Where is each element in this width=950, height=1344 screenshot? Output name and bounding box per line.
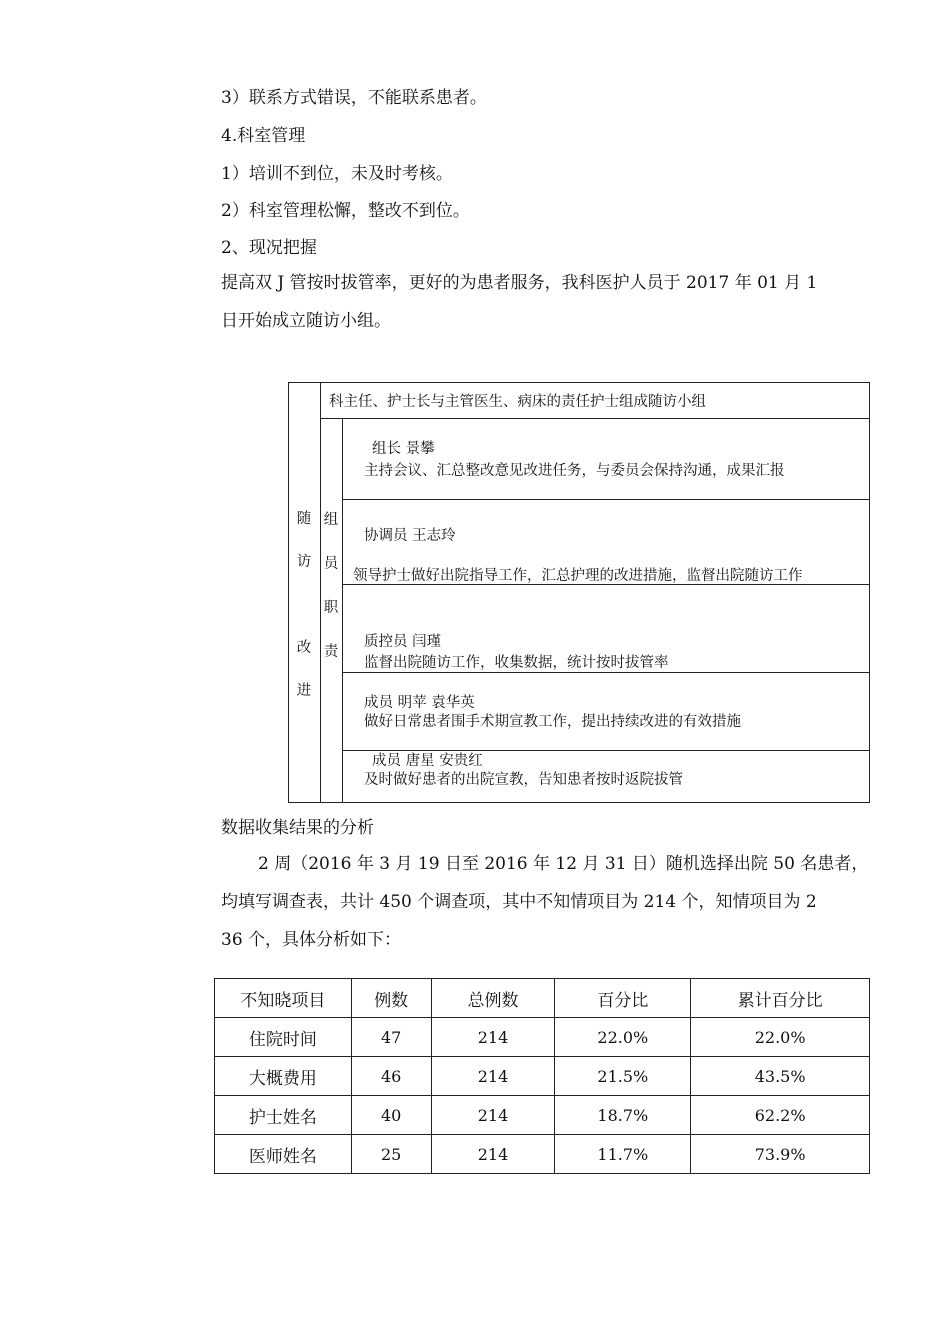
chart-divider — [320, 382, 321, 803]
label-char: 员 — [323, 556, 339, 572]
label-char: 随 — [296, 511, 312, 527]
chart-divider — [320, 418, 870, 419]
label-char: 进 — [296, 683, 312, 699]
label-char: 改 — [296, 640, 312, 656]
table-header-cell: 百分比 — [555, 979, 691, 1018]
table-header-cell: 总例数 — [431, 979, 555, 1018]
label-char: 组 — [323, 512, 339, 528]
table-cell: 11.7% — [555, 1135, 691, 1174]
table-row — [215, 1057, 870, 1096]
intro-paragraph — [221, 264, 871, 340]
table-cell: 214 — [431, 1018, 555, 1057]
list-item-management: 2）科室管理松懈，整改不到位。 — [221, 201, 470, 221]
role-title-member-1: 成员 明苹 袁华英 — [364, 695, 475, 711]
unknown-items-table — [214, 978, 870, 1174]
table-row — [215, 1018, 870, 1057]
duty-vertical-label — [322, 498, 340, 674]
table-cell: 214 — [431, 1135, 555, 1174]
table-row — [215, 1096, 870, 1135]
role-duty-coordinator: 领导护士做好出院指导工作，汇总护理的改进措施，监督出院随访工作 — [353, 568, 803, 584]
table-cell: 214 — [431, 1096, 555, 1135]
analysis-paragraph-line: 均填写调查表，共计 450 个调查项，其中不知情项目为 214 个，知情项目为 2 — [221, 892, 817, 912]
table-cell: 22.0% — [691, 1018, 870, 1057]
table-cell: 214 — [431, 1057, 555, 1096]
table-cell: 46 — [351, 1057, 431, 1096]
role-title-coordinator: 协调员 王志玲 — [364, 528, 456, 544]
label-char: 职 — [323, 600, 339, 616]
role-duty-quality: 监督出院随访工作，收集数据，统计按时拔管率 — [364, 655, 669, 671]
follow-up-team-chart — [288, 382, 870, 803]
table-cell: 大概费用 — [215, 1057, 352, 1096]
section-heading-dept-management: 4.科室管理 — [221, 126, 306, 146]
table-header-cell: 不知晓项目 — [215, 979, 352, 1018]
list-item-contact-error: 3）联系方式错误，不能联系患者。 — [221, 88, 487, 108]
section-heading-current-status: 2、现况把握 — [221, 238, 317, 258]
chart-divider — [342, 499, 870, 500]
table-cell: 43.5% — [691, 1057, 870, 1096]
team-composition-header: 科主任、护士长与主管医生、病床的责任护士组成随访小组 — [329, 394, 706, 410]
chart-divider — [342, 672, 870, 673]
intro-paragraph-line: 日开始成立随访小组。 — [221, 311, 391, 331]
table-cell: 住院时间 — [215, 1018, 352, 1057]
role-duty-leader: 主持会议、汇总整改意见改进任务，与委员会保持沟通，成果汇报 — [364, 463, 785, 479]
list-item-training: 1）培训不到位，未及时考核。 — [221, 164, 453, 184]
table-header-cell: 累计百分比 — [691, 979, 870, 1018]
table-cell: 62.2% — [691, 1096, 870, 1135]
analysis-paragraph-line: 2 周（2016 年 3 月 19 日至 2016 年 12 月 31 日）随机选择出院 50 名患者， — [258, 854, 869, 874]
label-char: 责 — [323, 644, 339, 660]
chart-divider — [342, 418, 343, 803]
table-cell: 47 — [351, 1018, 431, 1057]
table-cell: 40 — [351, 1096, 431, 1135]
table-header-row — [215, 979, 870, 1018]
table-row — [215, 1135, 870, 1174]
chart-divider — [342, 750, 870, 751]
label-char: 访 — [296, 554, 312, 570]
table-cell: 25 — [351, 1135, 431, 1174]
intro-paragraph-line: 提高双 J 管按时拔管率，更好的为患者服务，我科医护人员于 2017 年 01 月 1 — [221, 273, 818, 293]
role-title-leader: 组长 景攀 — [372, 441, 435, 457]
analysis-heading: 数据收集结果的分析 — [221, 818, 374, 838]
table-cell: 护士姓名 — [215, 1096, 352, 1135]
table-cell: 18.7% — [555, 1096, 691, 1135]
table-cell: 73.9% — [691, 1135, 870, 1174]
role-title-member-2: 成员 唐星 安贵红 — [372, 753, 483, 769]
table-cell: 21.5% — [555, 1057, 691, 1096]
role-duty-member-2: 及时做好患者的出院宣教，告知患者按时返院拔管 — [364, 772, 683, 788]
table-header-cell: 例数 — [351, 979, 431, 1018]
label-char — [295, 584, 313, 627]
table-cell: 医师姓名 — [215, 1135, 352, 1174]
analysis-paragraph — [221, 845, 871, 959]
role-duty-member-1: 做好日常患者围手术期宣教工作，提出持续改进的有效措施 — [364, 714, 741, 730]
role-title-quality: 质控员 闫瑾 — [364, 634, 442, 650]
table-cell: 22.0% — [555, 1018, 691, 1057]
left-vertical-label — [295, 498, 313, 713]
analysis-paragraph-line: 36 个，具体分析如下： — [221, 930, 402, 950]
